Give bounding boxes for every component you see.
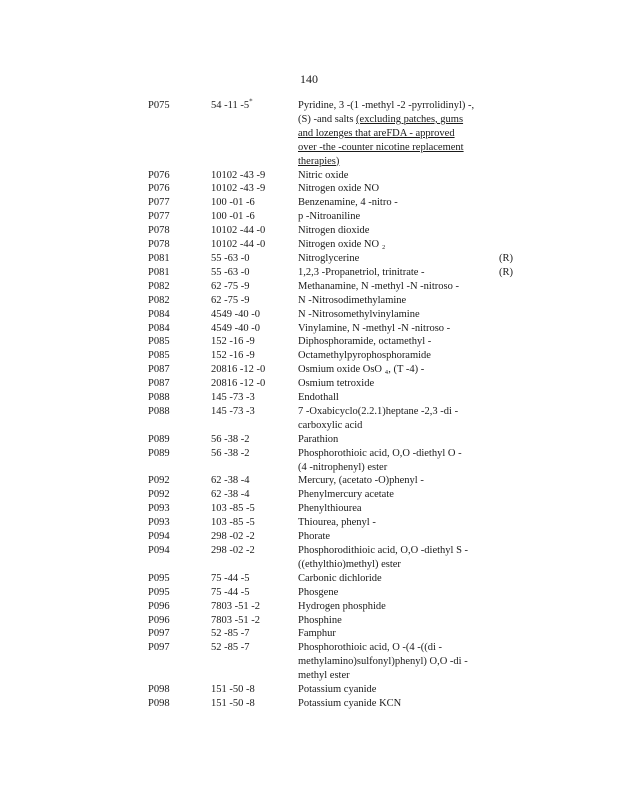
cas-number	[211, 474, 291, 488]
substance-name-line	[298, 627, 494, 641]
substance-name	[298, 600, 494, 614]
substance-name-line	[298, 530, 494, 544]
substance-name-line	[298, 697, 494, 711]
substance-name-line	[298, 461, 494, 475]
cas-number	[211, 280, 291, 294]
substance-name-text: Mercury, (acetato -O)phenyl -	[298, 475, 424, 487]
cas-number-text: 103 -85 -5	[211, 503, 255, 515]
cas-number	[211, 627, 291, 641]
substance-name	[298, 614, 494, 628]
cas-number	[211, 697, 291, 711]
cas-number	[211, 516, 291, 530]
cas-number	[211, 308, 291, 322]
substance-name	[298, 683, 494, 697]
substance-name	[298, 266, 494, 280]
table-row	[148, 252, 518, 266]
substance-name-text: N -Nitrosomethylvinylamine	[298, 308, 420, 320]
substance-name-text: Diphosphoramide, octamethyl -	[298, 336, 432, 348]
substance-name-line	[298, 169, 494, 183]
waste-code: P077	[148, 197, 170, 209]
substance-name	[298, 544, 494, 572]
table-row	[148, 391, 518, 405]
substance-name-text: Phosphorothioic acid, O,O -diethyl O -	[298, 447, 462, 459]
cas-number-text: 56 -38 -2	[211, 447, 250, 459]
table-row	[148, 280, 518, 294]
substance-name	[298, 433, 494, 447]
substance-name-text: Phosphorothioic acid, O -(4 -((di -	[298, 642, 443, 654]
table-row	[148, 488, 518, 502]
cas-number-text: 10102 -43 -9	[211, 169, 266, 181]
table-row	[148, 474, 518, 488]
waste-code: P085	[148, 336, 170, 348]
substance-name-line	[298, 127, 494, 141]
substance-name-line	[298, 280, 494, 294]
cas-number	[211, 210, 291, 224]
cas-number-text: 75 -44 -5	[211, 586, 250, 598]
substance-name	[298, 210, 494, 224]
cas-number-text: 152 -16 -9	[211, 350, 255, 362]
cas-number-text: 7803 -51 -2	[211, 600, 260, 612]
table-row	[148, 600, 518, 614]
substance-name	[298, 377, 494, 391]
waste-code: P077	[148, 211, 170, 223]
table-row	[148, 294, 518, 308]
substance-name	[298, 405, 494, 433]
substance-name-text: Octamethylpyrophosphoramide	[298, 350, 431, 362]
substance-name	[298, 252, 494, 266]
waste-code: P095	[148, 572, 170, 584]
cas-number	[211, 641, 291, 655]
waste-code: P089	[148, 447, 170, 459]
substance-name-text: ((ethylthio)methyl) ester	[298, 558, 401, 570]
cas-number-text: 151 -50 -8	[211, 697, 255, 709]
waste-code: P096	[148, 614, 170, 626]
substance-name-text: Hydrogen phosphide	[298, 600, 386, 612]
table-row	[148, 182, 518, 196]
substance-name	[298, 196, 494, 210]
substance-name-underlined-text: and lozenges that areFDA - approved	[298, 127, 455, 139]
waste-code: P075	[148, 100, 170, 111]
waste-code: P096	[148, 600, 170, 612]
substance-name-text: Pyridine, 3 -(1 -methyl -2 -pyrrolidinyl) -,	[298, 100, 475, 111]
cas-number-text: 56 -38 -2	[211, 433, 250, 445]
table-row	[148, 683, 518, 697]
substance-name-line	[298, 182, 494, 196]
substance-name-text: Potassium cyanide	[298, 684, 377, 696]
cas-number-text: 152 -16 -9	[211, 336, 255, 348]
substance-name-line	[298, 308, 494, 322]
cas-number	[211, 544, 291, 558]
cas-number	[211, 322, 291, 336]
substance-name-text: Carbonic dichloride	[298, 572, 382, 584]
waste-code: P085	[148, 350, 170, 362]
substance-name-line	[298, 294, 494, 308]
substance-name-text: Potassium cyanide KCN	[298, 697, 402, 709]
table-row	[148, 614, 518, 628]
substance-name-text: Nitroglycerine	[298, 252, 360, 264]
substance-name-text: Nitric oxide	[298, 169, 349, 181]
waste-code: P076	[148, 183, 170, 195]
substance-name-text: Nitrogen oxide NO ₂	[298, 239, 386, 251]
table-row	[148, 586, 518, 600]
waste-code: P097	[148, 642, 170, 654]
substance-name-text: (S) -and salts	[298, 113, 357, 125]
cas-number-text: 10102 -43 -9	[211, 183, 266, 195]
waste-code: P082	[148, 294, 170, 306]
substance-name	[298, 363, 494, 377]
table-row	[148, 224, 518, 238]
table-row	[148, 99, 518, 169]
waste-code: P088	[148, 392, 170, 404]
substance-name	[298, 294, 494, 308]
substance-name-line	[298, 196, 494, 210]
cas-number-text: 55 -63 -0	[211, 252, 250, 264]
cas-number-text: 20816 -12 -0	[211, 364, 266, 376]
table-row	[148, 377, 518, 391]
table-row	[148, 572, 518, 586]
table-row	[148, 363, 518, 377]
substance-name	[298, 169, 494, 183]
cas-number-text: 10102 -44 -0	[211, 225, 266, 237]
substance-name	[298, 627, 494, 641]
cas-number	[211, 683, 291, 697]
substance-name-line	[298, 224, 494, 238]
substance-name	[298, 530, 494, 544]
table-row	[148, 196, 518, 210]
table-row	[148, 641, 518, 683]
waste-code: P093	[148, 517, 170, 529]
substance-name-line	[298, 335, 494, 349]
substance-name	[298, 335, 494, 349]
waste-code: P092	[148, 475, 170, 487]
cas-number-text: 62 -75 -9	[211, 280, 250, 292]
substance-name-line	[298, 544, 494, 558]
substance-name-line	[298, 141, 494, 155]
substance-name	[298, 308, 494, 322]
waste-code: P087	[148, 364, 170, 376]
substance-name-line	[298, 113, 494, 127]
substance-name-line	[298, 488, 494, 502]
cas-number-text: 4549 -40 -0	[211, 308, 260, 320]
substance-name-line	[298, 377, 494, 391]
substance-name-line	[298, 641, 494, 655]
substance-name	[298, 447, 494, 475]
substance-name-text: 1,2,3 -Propanetriol, trinitrate -	[298, 266, 425, 278]
hazardous-waste-table	[148, 99, 518, 711]
cas-number	[211, 488, 291, 502]
cas-number	[211, 252, 291, 266]
cas-number	[211, 377, 291, 391]
substance-name-text: (4 -nitrophenyl) ester	[298, 461, 388, 473]
substance-name-text: Phenylthiourea	[298, 503, 362, 515]
substance-name-line	[298, 558, 494, 572]
cas-number-text: 145 -73 -3	[211, 405, 255, 417]
cas-number-text: 145 -73 -3	[211, 392, 255, 404]
substance-name-text: methylamino)sulfonyl)phenyl) O,O -di -	[298, 656, 468, 668]
cas-number-text: 20816 -12 -0	[211, 378, 266, 390]
substance-name-text: Phosgene	[298, 586, 339, 598]
substance-name-underlined-text: over -the -counter nicotine replacement	[298, 141, 464, 153]
substance-name	[298, 641, 494, 683]
substance-name-text: Phosphine	[298, 614, 342, 626]
table-row	[148, 405, 518, 433]
substance-name-text: Phorate	[298, 531, 331, 543]
waste-code: P098	[148, 684, 170, 696]
substance-name-line	[298, 683, 494, 697]
substance-name-line	[298, 600, 494, 614]
table-row	[148, 308, 518, 322]
waste-code: P087	[148, 378, 170, 390]
waste-code: P084	[148, 308, 170, 320]
substance-name-text: Parathion	[298, 433, 339, 445]
cas-number	[211, 614, 291, 628]
cas-number	[211, 391, 291, 405]
cas-number-text: 4549 -40 -0	[211, 322, 260, 334]
cas-number-text: 62 -38 -4	[211, 489, 250, 501]
substance-name-line	[298, 655, 494, 669]
table-row	[148, 447, 518, 475]
cas-number	[211, 238, 291, 252]
table-row	[148, 322, 518, 336]
substance-name	[298, 280, 494, 294]
substance-name-line	[298, 266, 494, 280]
substance-name-line	[298, 474, 494, 488]
cas-number	[211, 572, 291, 586]
substance-name	[298, 488, 494, 502]
table-row	[148, 697, 518, 711]
substance-name-line	[298, 322, 494, 336]
substance-name-underlined-text: (excluding patches, gums	[356, 113, 464, 125]
cas-number	[211, 433, 291, 447]
substance-name-underlined-text: therapies)	[298, 155, 340, 167]
cas-number	[211, 266, 291, 280]
cas-number-text: 75 -44 -5	[211, 572, 250, 584]
waste-code: P095	[148, 586, 170, 598]
substance-name-text: p -Nitroaniline	[298, 211, 361, 223]
cas-number	[211, 349, 291, 363]
table-row	[148, 210, 518, 224]
substance-name-text: methyl ester	[298, 670, 350, 682]
cas-number-text: 298 -02 -2	[211, 545, 255, 556]
substance-name-text: Vinylamine, N -methyl -N -nitroso -	[298, 322, 451, 334]
waste-code: P076	[148, 169, 170, 181]
cas-number	[211, 182, 291, 196]
cas-number	[211, 447, 291, 461]
substance-name-line	[298, 238, 494, 252]
cas-number	[211, 600, 291, 614]
substance-name	[298, 238, 494, 252]
table-row	[148, 238, 518, 252]
table-row	[148, 349, 518, 363]
substance-name-line	[298, 572, 494, 586]
cas-number	[211, 224, 291, 238]
cas-number-text: 55 -63 -0	[211, 266, 250, 278]
substance-name-line	[298, 155, 494, 169]
substance-name	[298, 516, 494, 530]
cas-number-text: 62 -38 -4	[211, 475, 250, 487]
cas-number-text: 100 -01 -6	[211, 211, 255, 223]
substance-name-text: Endothall	[298, 392, 339, 404]
substance-name-text: Nitrogen oxide NO	[298, 183, 380, 195]
substance-name	[298, 572, 494, 586]
cas-number	[211, 169, 291, 183]
substance-name-text: Methanamine, N -methyl -N -nitroso -	[298, 280, 459, 292]
reactivity-flag: (R)	[499, 266, 513, 278]
cas-number-text: 54 -11 -5	[211, 100, 250, 111]
substance-name	[298, 322, 494, 336]
substance-name-text: Nitrogen dioxide	[298, 225, 370, 237]
cas-number-text: 10102 -44 -0	[211, 239, 266, 251]
waste-code: P097	[148, 628, 170, 640]
table-row	[148, 266, 518, 280]
waste-code: P078	[148, 225, 170, 237]
substance-name-line	[298, 391, 494, 405]
substance-name-text: Famphur	[298, 628, 336, 640]
substance-name	[298, 182, 494, 196]
substance-name-text: Osmium oxide OsO ₄, (T -4) -	[298, 364, 425, 376]
substance-name-text: N -Nitrosodimethylamine	[298, 294, 407, 306]
substance-name-line	[298, 252, 494, 266]
cas-number	[211, 405, 291, 419]
substance-name	[298, 474, 494, 488]
waste-code: P089	[148, 433, 170, 445]
cas-number	[211, 294, 291, 308]
substance-name-line	[298, 447, 494, 461]
waste-code: P094	[148, 545, 170, 556]
substance-name	[298, 391, 494, 405]
waste-code: P088	[148, 405, 170, 417]
table-row	[148, 516, 518, 530]
waste-code: P081	[148, 266, 170, 278]
substance-name	[298, 349, 494, 363]
substance-name-text: 7 -Oxabicyclo(2.2.1)heptane -2,3 -di -	[298, 405, 459, 417]
substance-name-text: Benzenamine, 4 -nitro -	[298, 197, 398, 209]
substance-name-text: Phosphorodithioic acid, O,O -diethyl S -	[298, 545, 469, 556]
substance-name-text: Osmium tetroxide	[298, 378, 375, 390]
substance-name-text: Thiourea, phenyl -	[298, 517, 376, 529]
substance-name	[298, 502, 494, 516]
table-row	[148, 530, 518, 544]
table-row	[148, 627, 518, 641]
cas-number-text: 7803 -51 -2	[211, 614, 260, 626]
table-row	[148, 169, 518, 183]
substance-name-line	[298, 210, 494, 224]
substance-name-text: carboxylic acid	[298, 419, 363, 431]
table-row	[148, 544, 518, 572]
substance-name-line	[298, 516, 494, 530]
substance-name-line	[298, 419, 494, 433]
substance-name-line	[298, 669, 494, 683]
cas-number-text: 298 -02 -2	[211, 531, 255, 543]
substance-name-line	[298, 586, 494, 600]
substance-name-line	[298, 363, 494, 377]
table-row	[148, 502, 518, 516]
substance-name-line	[298, 433, 494, 447]
cas-number-text: 100 -01 -6	[211, 197, 255, 209]
substance-name-line	[298, 405, 494, 419]
reactivity-flag: (R)	[499, 252, 513, 264]
waste-code: P078	[148, 239, 170, 251]
cas-number	[211, 502, 291, 516]
waste-code: P094	[148, 531, 170, 543]
waste-code: P092	[148, 489, 170, 501]
waste-code: P084	[148, 322, 170, 334]
cas-number-text: 62 -75 -9	[211, 294, 250, 306]
cas-number	[211, 363, 291, 377]
substance-name-line	[298, 349, 494, 363]
substance-name-line	[298, 99, 494, 113]
cas-footnote-marker: *	[249, 97, 253, 106]
substance-name	[298, 697, 494, 711]
waste-code: P098	[148, 697, 170, 709]
cas-number-text: 103 -85 -5	[211, 517, 255, 529]
waste-code: P093	[148, 503, 170, 515]
cas-number-text: 52 -85 -7	[211, 642, 250, 654]
cas-number	[211, 586, 291, 600]
substance-name-line	[298, 502, 494, 516]
cas-number	[211, 99, 291, 113]
cas-number-text: 52 -85 -7	[211, 628, 250, 640]
page-number: 140	[300, 72, 318, 86]
table-row	[148, 335, 518, 349]
cas-number	[211, 530, 291, 544]
substance-name	[298, 586, 494, 600]
substance-name	[298, 224, 494, 238]
waste-code: P081	[148, 252, 170, 264]
cas-number	[211, 335, 291, 349]
waste-code: P082	[148, 280, 170, 292]
substance-name	[298, 99, 494, 169]
table-row	[148, 433, 518, 447]
substance-name-text: Phenylmercury acetate	[298, 489, 394, 501]
substance-name-line	[298, 614, 494, 628]
cas-number	[211, 196, 291, 210]
cas-number-text: 151 -50 -8	[211, 684, 255, 696]
